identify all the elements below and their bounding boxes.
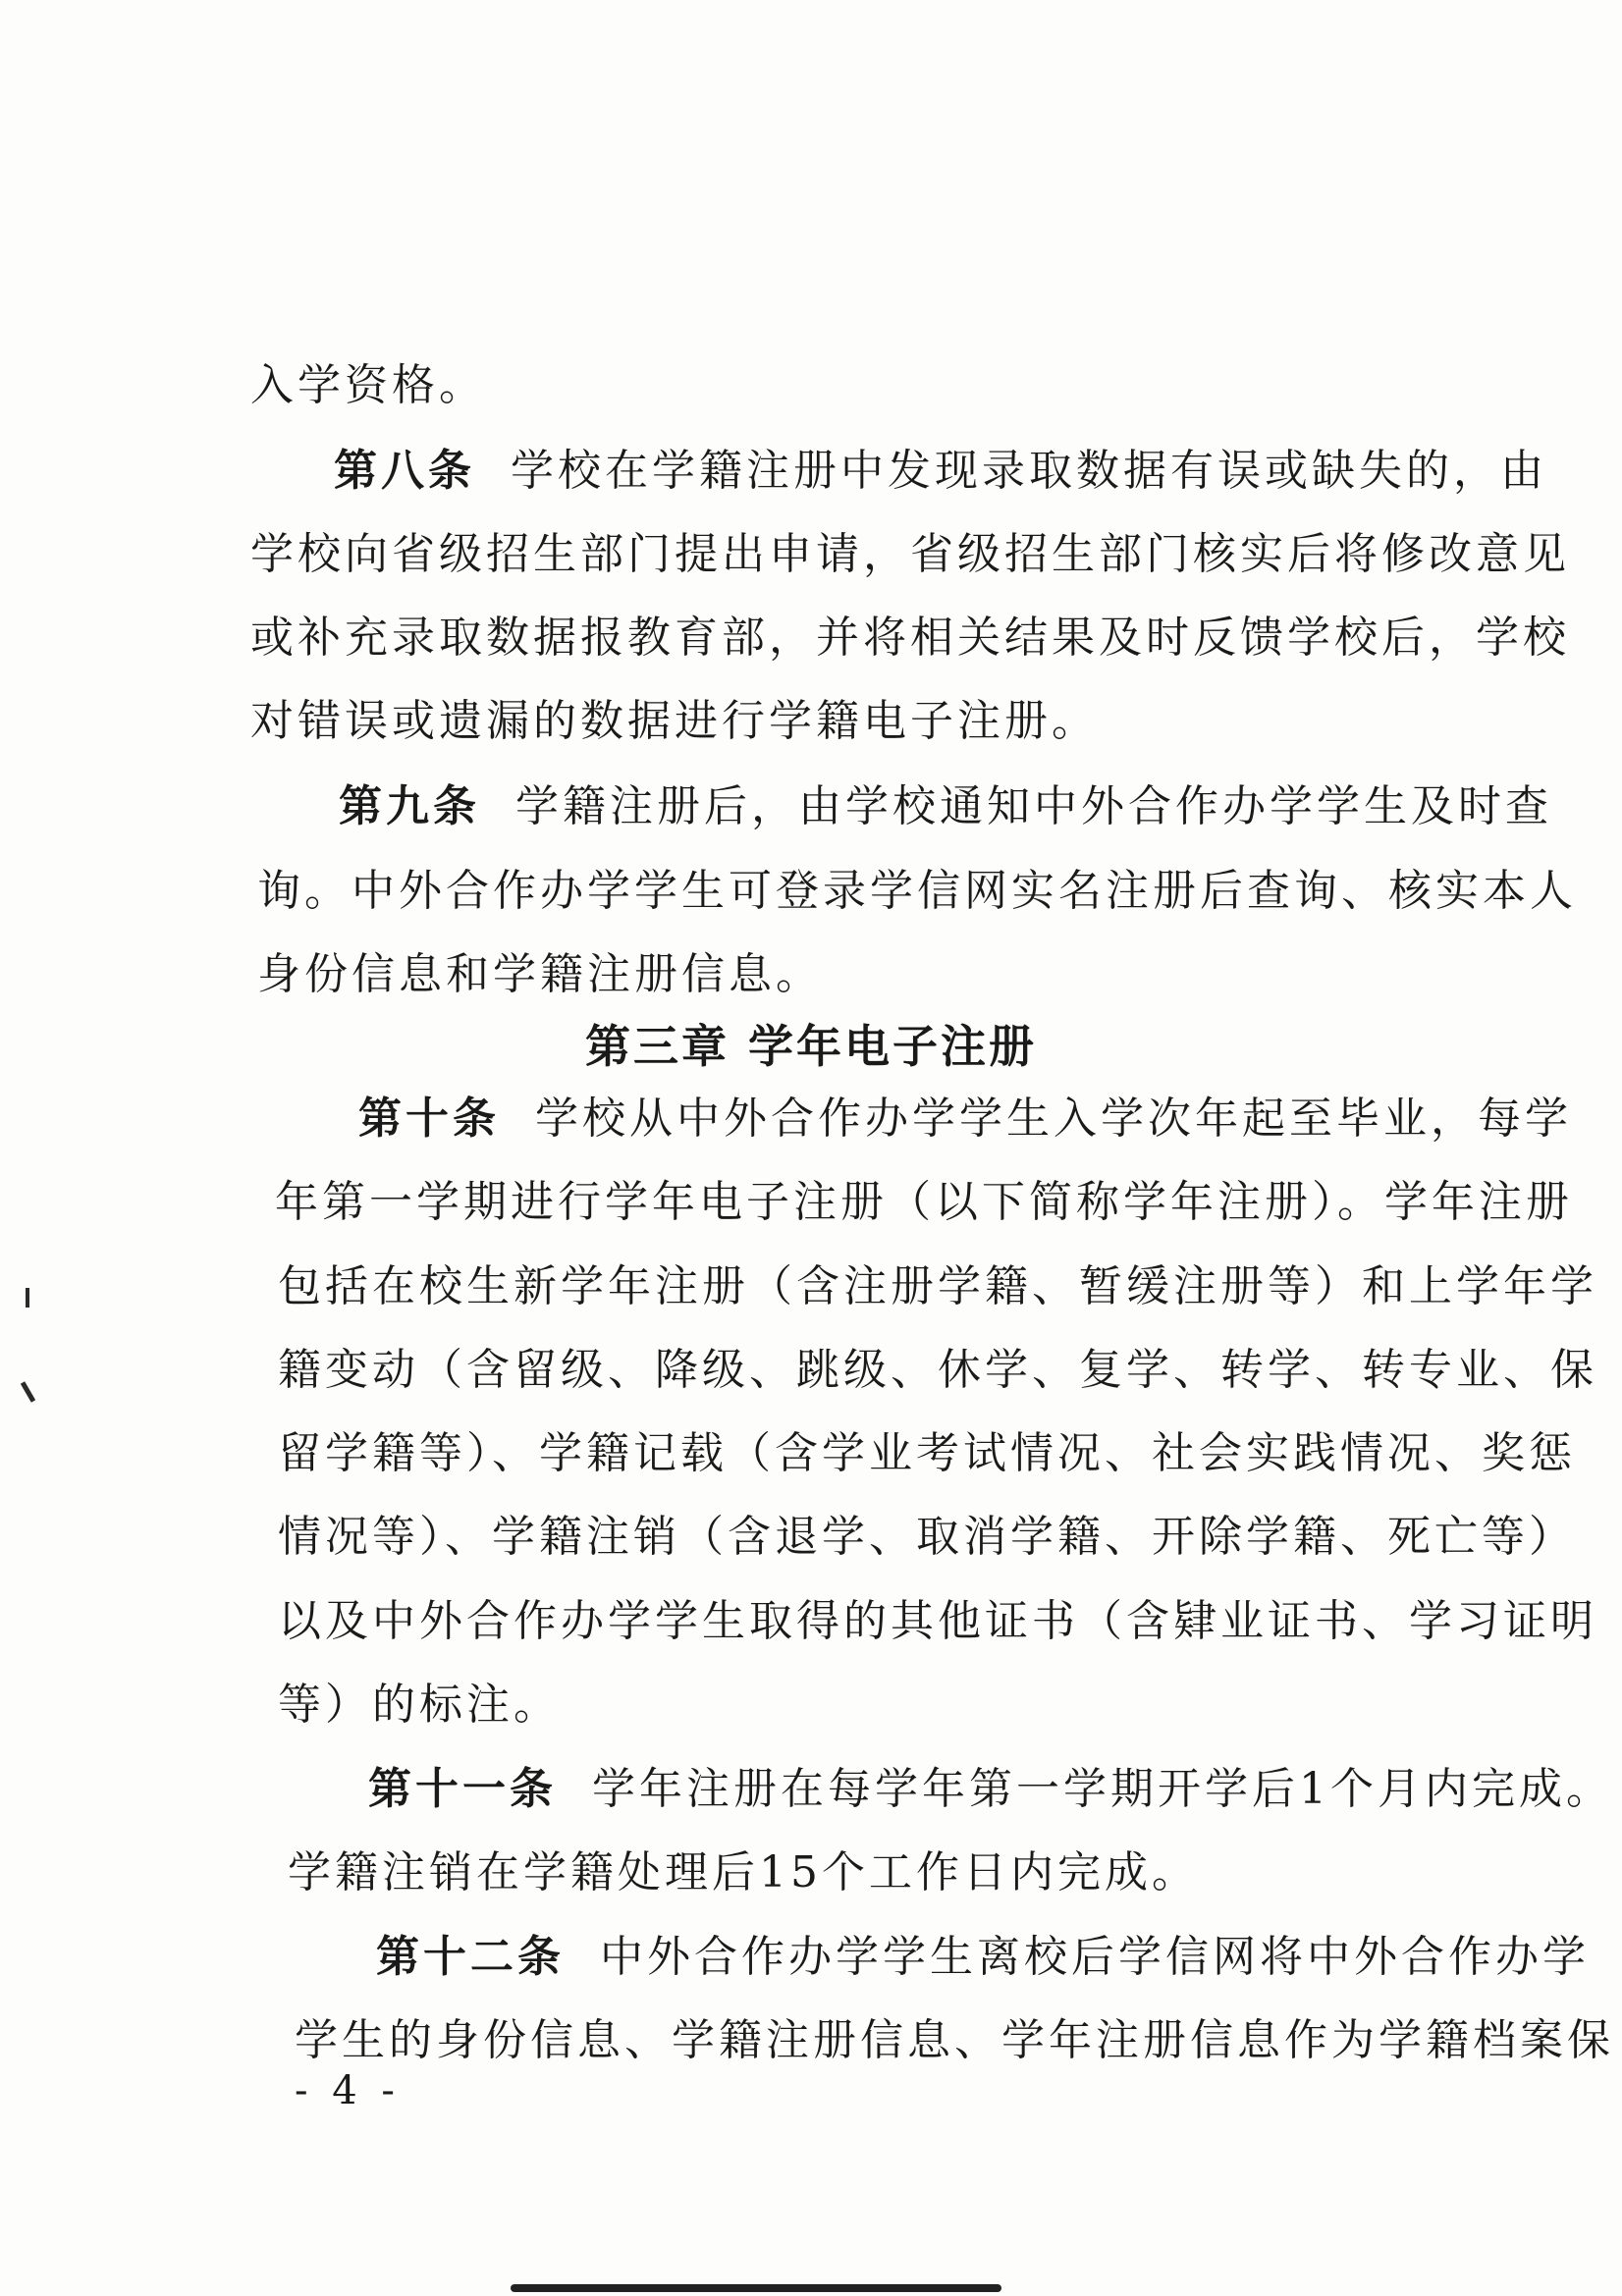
text-line: 学生的身份信息、学籍注册信息、学年注册信息作为学籍档案保 — [295, 2015, 1614, 2065]
text-line: 留学籍等）、学籍记载（含学业考试情况、社会实践情况、奖惩 — [278, 1428, 1576, 1478]
article-12-heading: 第十二条 — [376, 1932, 565, 1982]
text-line: 或补充录取数据报教育部，并将相关结果及时反馈学校后，学校 — [250, 613, 1570, 663]
text-line: 等）的标注。 — [278, 1680, 561, 1730]
article-11-text: 学年注册在每学年第一学期开学后1个月内完成。 — [591, 1764, 1613, 1814]
article-10-heading: 第十条 — [358, 1094, 500, 1144]
article-11-first-line — [368, 1760, 1613, 1819]
article-12-text: 中外合作办学学生离校后学信网将中外合作办学 — [599, 1932, 1590, 1982]
scan-edge-bar — [511, 2284, 1001, 2292]
text-line: 询。中外合作办学学生可登录学信网实名注册后查询、核实本人 — [257, 866, 1577, 916]
text-line: 学校向省级招生部门提出申请，省级招生部门核实后将修改意见 — [250, 529, 1570, 579]
article-11-heading: 第十一条 — [368, 1764, 557, 1814]
page-number: - 4 - — [295, 2068, 401, 2113]
article-10-text: 学校从中外合作办学学生入学次年起至毕业，每学 — [534, 1094, 1572, 1144]
article-12-first-line — [376, 1928, 1590, 1987]
article-9-text: 学籍注册后，由学校通知中外合作办学学生及时查 — [514, 781, 1552, 831]
article-9-first-line — [339, 777, 1552, 836]
text-line: 学籍注销在学籍处理后15个工作日内完成。 — [288, 1847, 1199, 1897]
article-9-heading: 第九条 — [339, 781, 480, 831]
text-line: 入学资格。 — [250, 360, 486, 410]
chapter-heading: 第三章 学年电子注册 — [584, 1020, 1037, 1073]
scan-mark — [21, 1381, 35, 1403]
text-line: 以及中外合作办学学生取得的其他证书（含肄业证书、学习证明 — [278, 1596, 1597, 1646]
article-8-text: 学校在学籍注册中发现录取数据有误或缺失的，由 — [510, 446, 1547, 496]
article-8-first-line — [334, 442, 1547, 501]
article-10-first-line — [358, 1090, 1572, 1148]
text-line: 年第一学期进行学年电子注册（以下简称学年注册）。学年注册 — [275, 1177, 1573, 1227]
text-line: 包括在校生新学年注册（含注册学籍、暂缓注册等）和上学年学 — [278, 1261, 1597, 1311]
text-line: 情况等）、学籍注销（含退学、取消学籍、开除学籍、死亡等） — [278, 1512, 1576, 1562]
text-line: 对错误或遗漏的数据进行学籍电子注册。 — [250, 696, 1099, 746]
text-line: 身份信息和学籍注册信息。 — [257, 949, 823, 999]
text-line: 籍变动（含留级、降级、跳级、休学、复学、转学、转专业、保 — [278, 1345, 1597, 1395]
scan-mark — [26, 1288, 29, 1308]
article-8-heading: 第八条 — [334, 446, 475, 496]
